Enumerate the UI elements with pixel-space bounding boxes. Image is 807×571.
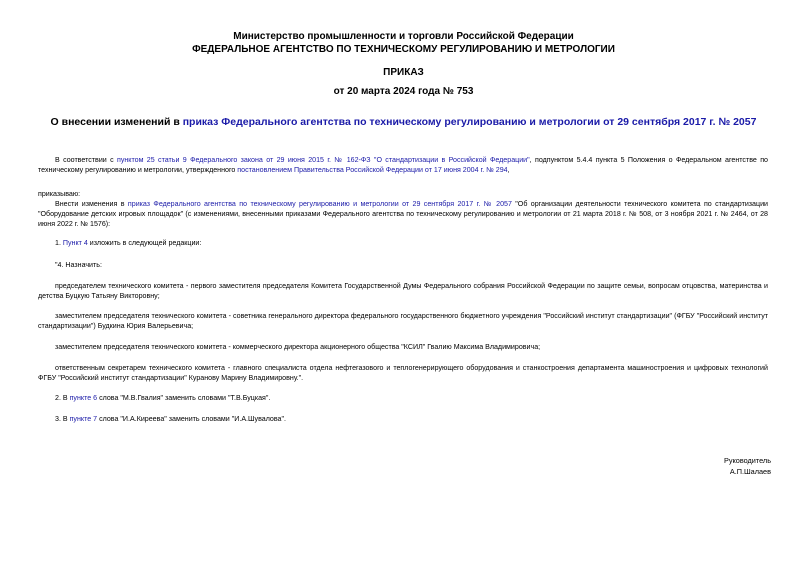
preamble-text-1: В соответствии с xyxy=(55,156,117,164)
item-2-text-1: 2. В xyxy=(55,394,70,402)
signature-name: А.П.Шалаев xyxy=(729,467,771,476)
preamble-text-3: , xyxy=(507,166,510,174)
agency-name: ФЕДЕРАЛЬНОЕ АГЕНТСТВО ПО ТЕХНИЧЕСКОМУ РЕГУЛИРОВАНИЮ И МЕТРОЛОГИИ xyxy=(192,44,615,55)
doc-type: ПРИКАЗ xyxy=(383,67,424,78)
document-title xyxy=(0,116,807,128)
title-order-link[interactable]: приказ Федерального агентства по техническому регулированию и метрологии от 29 сентября 2017 г. № 2057 xyxy=(182,116,757,128)
order-word: приказываю: xyxy=(38,190,81,198)
chair-paragraph: председателем технического комитета - первого заместителя председателя Комитета Государственной Думы Федерального собрания Российской Федерации по защите семьи, вопросам отцовства, материнства и детства Буцкую Татьяну Викторовну; xyxy=(38,282,768,300)
item-3 xyxy=(38,414,768,424)
item-2 xyxy=(38,393,768,403)
item-1-text-2: изложить в следующей редакции: xyxy=(87,239,202,247)
item-1-text-1: 1. xyxy=(55,239,63,247)
title-prefix: О внесении изменений в xyxy=(50,116,183,128)
item-3-text-2: слова "И.А.Киреева" заменить словами "И.А.Шувалова". xyxy=(97,415,286,423)
deputy-1-paragraph: заместителем председателя технического комитета - советника генерального директора федерального государственного бюджетного учреждения "Российский институт стандартизации" (ФГБУ "Российский институт стандартизации") Будкина Юрия Валерьевича; xyxy=(38,312,768,330)
amend-text-1: Внести изменения в xyxy=(55,200,128,208)
item-1 xyxy=(38,238,768,248)
amended-order-link[interactable]: приказ Федерального агентства по техническому регулированию и метрологии от 29 сентября 2017 г. № 2057 xyxy=(127,200,512,208)
doc-date-number: от 20 марта 2024 года № 753 xyxy=(333,86,474,97)
government-decree-link[interactable]: постановлением Правительства Российской Федерации от 17 июня 2004 г. № 294 xyxy=(237,166,508,174)
signature-role: Руководитель xyxy=(723,456,771,465)
federal-law-link[interactable]: пунктом 25 статьи 9 Федерального закона от 29 июня 2015 г. № 162-ФЗ "О стандартизации в Российской Федерации" xyxy=(116,156,530,164)
amend-text-2: "Об организации деятельности технического комитета по стандартизации "Оборудование детских игровых площадок" (с изменениями, внесенными приказами Федерального агентства по техническому регулированию и метрологии от 21 марта 2018 г. № 508, от 3 ноября 2021 г. № 2464, от 28 июня 2022 г. № 1576): xyxy=(38,200,768,228)
amend-paragraph xyxy=(38,199,768,229)
item-2-link[interactable]: пункте 6 xyxy=(69,394,98,402)
secretary-paragraph: ответственным секретарем технического комитета - главного специалиста отдела нефтегазового и теплогенерирующего оборудования и станкостроения департамента машиностроения и цифровых технологий ФГБУ "Российский институт стандартизации" Куранову Марину Владимировну.". xyxy=(38,364,768,382)
item-2-text-2: слова "М.В.Гвалия" заменить словами "Т.В.Буцкая". xyxy=(97,394,271,402)
preamble-paragraph xyxy=(38,155,768,175)
deputy-2-paragraph: заместителем председателя технического комитета - коммерческого директора акционерного общества "КСИЛ" Гвалию Максима Владимировича; xyxy=(55,343,541,351)
quote-start: "4. Назначить: xyxy=(55,261,102,269)
ministry-name: Министерство промышленности и торговли Российской Федерации xyxy=(233,31,574,42)
preamble-text-2: , подпунктом 5.4.4 пункта 5 Положения о Федеральном агентстве по техническому регулированию и метрологии, утвержденного xyxy=(38,156,768,174)
item-1-link[interactable]: Пункт 4 xyxy=(62,239,88,247)
item-3-text-1: 3. В xyxy=(55,415,70,423)
item-3-link[interactable]: пункте 7 xyxy=(69,415,98,423)
